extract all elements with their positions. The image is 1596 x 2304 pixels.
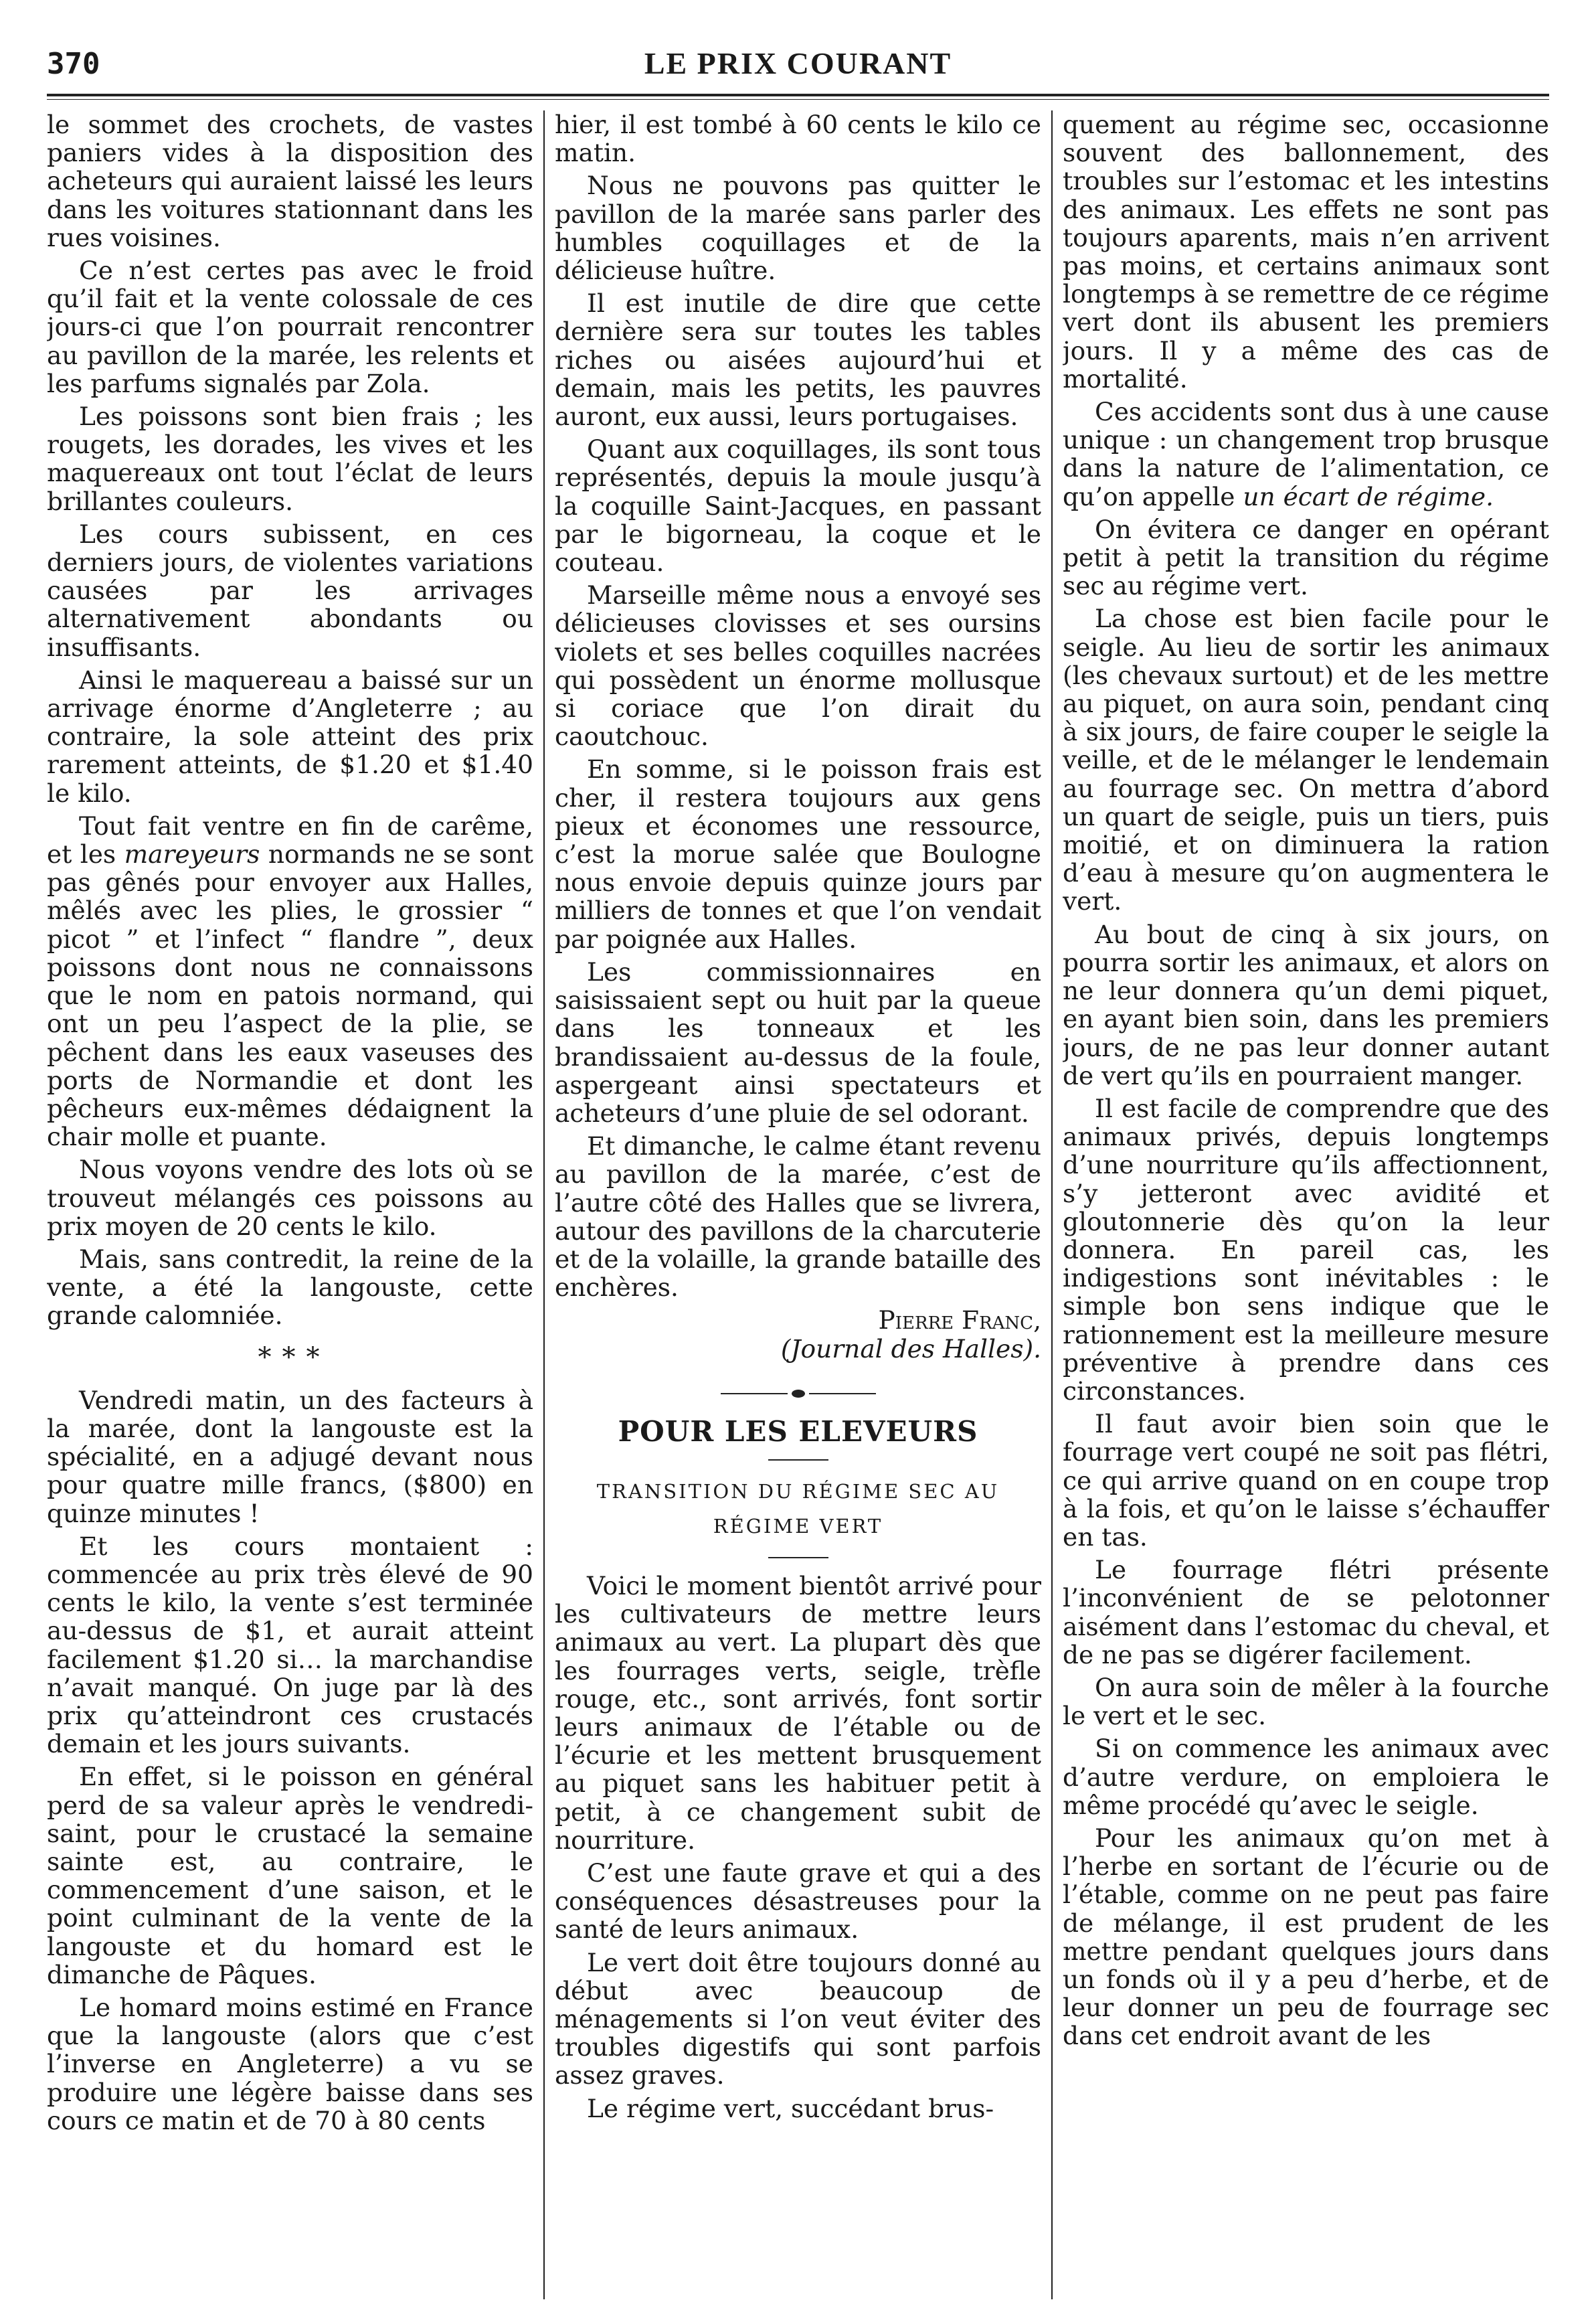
italic-term: mareyeurs bbox=[124, 839, 260, 870]
paragraph: Ce n’est certes pas avec le froid qu’il fait et la vente colossale de ces jours-ci que l’on pourrait rencontrer au pavillon de la marée, les relents et les parfums signalés par Zola. bbox=[47, 256, 533, 398]
paragraph: En somme, si le poisson frais est cher, il restera toujours aux gens pieux et économes une ressource, c’est la morue salée que Boulogne nous envoie depuis quinze jours par milliers de tonnes et que l’on vendait par poignée aux Halles. bbox=[555, 754, 1041, 954]
paragraph: Ainsi le maquereau a baissé sur un arrivage énorme d’Angleterre ; au contraire, la sole atteint des prix rarement atteints, de $1.20 et $1.40 le kilo. bbox=[47, 665, 533, 808]
header-rule bbox=[47, 94, 1549, 100]
title-rule bbox=[768, 1459, 828, 1461]
ornament-dot bbox=[792, 1390, 805, 1398]
text-run: normands ne se sont pas gênés pour envoyer aux Halles, mêlés avec les plies, le grossier “ picot ” et l’infect “ flandre ”, deux poissons dont nous ne connaissons que le nom en patois normand, qui ont un peu l’aspect de la plie, se pêchent dans les eaux vaseuses des ports de Normandie et dont les pêcheurs eux-mêmes dédaignent la chair molle et puante. bbox=[47, 839, 533, 1152]
paragraph: Il est facile de comprendre que des animaux privés, depuis longtemps d’une nourriture qu’ils affectionnent, s’y jetteront avec avidité et gloutonnerie dès qu’on la leur donnera. En pareil cas, les indigestions sont inévitables : le simple bon sens indique que le rationnement est la meilleure mesure préventive à prendre dans ces circonstances. bbox=[1063, 1093, 1549, 1406]
paragraph: quement au régime sec, occasionne souvent des ballonnement, des troubles sur l’estomac et les intestins des animaux. Les effets ne sont pas toujours aparents, mais n’en arrivent pas moins, et certains animaux sont longtemps à se remettre de ce régime vert dont ils abusent les premiers jours. Il y a même des cas de mortalité. bbox=[1063, 110, 1549, 394]
paragraph: hier, il est tombé à 60 cents le kilo ce matin. bbox=[555, 110, 1041, 168]
running-title: LE PRIX COURANT bbox=[644, 46, 952, 80]
column-1 bbox=[47, 110, 533, 2299]
paragraph: On évitera ce danger en opérant petit à petit la transition du régime sec au régime vert. bbox=[1063, 514, 1549, 601]
ornament-line bbox=[721, 1393, 788, 1394]
paragraph: Et les cours montaient : commencée au prix très élevé de 90 cents le kilo, la vente s’est terminée au-dessus de $1, et aurait atteint facilement $1.20 si… la marchandise n’avait manqué. On juge par là des prix qu’atteindront ces crustacés demain et les jours suivants. bbox=[47, 1531, 533, 1759]
paragraph: Si on commence les animaux avec d’autre verdure, on emploiera le même procédé qu’avec le seigle. bbox=[1063, 1734, 1549, 1820]
author-name: Pierre Franc, bbox=[878, 1305, 1041, 1335]
paragraph: Au bout de cinq à six jours, on pourra sortir les animaux, et alors on ne leur donnera qu’un demi piquet, en ayant bien soin, dans les premiers jours, de ne pas leur donner autant de vert qu’ils en pourraient manger. bbox=[1063, 919, 1549, 1090]
asterism-separator: * * * bbox=[258, 1341, 323, 1373]
paragraph: Pour les animaux qu’on met à l’herbe en sortant de l’écurie ou de l’étable, comme on ne peut pas faire de mélange, il est prudent de les mettre pendant quelques jours dans un fonds où il y a peu d’herbe, et de leur donner un peu de fourrage sec dans cet endroit avant de les bbox=[1063, 1823, 1549, 2051]
paragraph: Quant aux coquillages, ils sont tous représentés, depuis la moule jusqu’à la coquille Saint-Jacques, en passant par le bigorneau, la coque et le couteau. bbox=[555, 434, 1041, 578]
page-header bbox=[47, 40, 1549, 87]
article-columns bbox=[47, 110, 1549, 2299]
paragraph: Nous voyons vendre des lots où se trouveut mélangés ces poissons au prix moyen de 20 cents le kilo. bbox=[47, 1155, 533, 1241]
paragraph: Et dimanche, le calme étant revenu au pavillon de la marée, c’est de l’autre côté des Halles que se livrera, autour des pavillons de la charcuterie et de la volaille, la grande bataille des enchères. bbox=[555, 1131, 1041, 1303]
column-2 bbox=[555, 110, 1041, 2299]
subheading-rule bbox=[768, 1557, 828, 1558]
paragraph: Les commissionnaires en saisissaient sept ou huit par la queue dans les tonneaux et les brandissaient au-dessus de la foule, aspergeant ainsi spectateurs et acheteurs d’une pluie de sel odorant. bbox=[555, 957, 1041, 1128]
signature bbox=[555, 1306, 1041, 1362]
page-number: 370 bbox=[47, 47, 100, 81]
paragraph: Mais, sans contredit, la reine de la vente, a été la langouste, cette grande calomniée. bbox=[47, 1244, 533, 1331]
paragraph: Les cours subissent, en ces derniers jours, de violentes variations causées par les arrivages alternativement abondants ou insuffisants. bbox=[47, 519, 533, 662]
text-run: Ces accidents sont dus à une cause unique : un changement trop brusque dans la nature de l’alimentation, ce qu’on appelle bbox=[1063, 397, 1549, 511]
paragraph: Vendredi matin, un des facteurs à la marée, dont la langouste est la spécialité, en a adjugé devant nous pour quatre mille francs, ($800) en quinze minutes ! bbox=[47, 1385, 533, 1528]
column-3 bbox=[1063, 110, 1549, 2299]
paragraph: C’est une faute grave et qui a des conséquences désastreuses pour la santé de leurs animaux. bbox=[555, 1858, 1041, 1945]
column-divider bbox=[543, 110, 545, 2299]
paragraph: Nous ne pouvons pas quitter le pavillon de la marée sans parler des humbles coquillages et de la délicieuse huître. bbox=[555, 171, 1041, 286]
italic-term: un écart de régime. bbox=[1243, 481, 1494, 511]
paragraph: Le régime vert, succédant brus- bbox=[587, 2093, 994, 2123]
paragraph bbox=[1063, 398, 1549, 511]
article-subheading: TRANSITION DU RÉGIME SEC AU RÉGIME VERT bbox=[596, 1479, 1000, 1538]
text-run: Tout fait ventre en fin de carême, et les bbox=[47, 811, 533, 870]
paragraph: On aura soin de mêler à la fourche le vert et le sec. bbox=[1063, 1672, 1549, 1731]
section-ornament bbox=[555, 1390, 1041, 1398]
paragraph: Marseille même nous a envoyé ses délicieuses clovisses et ses oursins violets et ses belles coquilles nacrées qui possèdent un énorme mollusque si coriace que l’on dirait du caoutchouc. bbox=[555, 580, 1041, 752]
paragraph: Le homard moins estimé en France que la langouste (alors que c’est l’inverse en Angleterre) a vu se produire une légère baisse dans ses cours ce matin et de 70 à 80 cents bbox=[47, 1993, 533, 2135]
paragraph: Le fourrage flétri présente l’inconvénient de se pelotonner aisément dans l’estomac du cheval, et de ne pas se digérer facilement. bbox=[1063, 1555, 1549, 1669]
section-title: POUR LES ELEVEURS bbox=[618, 1414, 978, 1448]
paragraph: le sommet des crochets, de vastes paniers vides à la disposition des acheteurs qui auraient laissé les leurs dans les voitures stationnant dans les rues voisines. bbox=[47, 110, 533, 252]
paragraph bbox=[47, 812, 533, 1151]
source-publication: (Journal des Halles). bbox=[780, 1333, 1041, 1364]
paragraph: Il faut avoir bien soin que le fourrage vert coupé ne soit pas flétri, ce qui arrive quand on en coupe trop à la fois, et qu’on le laisse s’échauffer en tas. bbox=[1063, 1409, 1549, 1552]
paragraph: Il est inutile de dire que cette dernière sera sur toutes les tables riches ou aisées aujourd’hui et demain, mais les petits, les pauvres auront, eux aussi, leurs portugaises. bbox=[555, 289, 1041, 432]
paragraph: La chose est bien facile pour le seigle. Au lieu de sortir les animaux (les chevaux surtout) et de les mettre au piquet, on aura soin, pendant cinq à six jours, de faire couper le seigle la veille, et de le mélanger le lendemain au fourrage sec. On mettra d’abord un quart de seigle, puis un tiers, puis moitié, et on diminuera la ration d’eau à mesure qu’on augmentera le vert. bbox=[1063, 604, 1549, 916]
paragraph: Le vert doit être toujours donné au début avec beaucoup de ménagements si l’on veut éviter des troubles digestifs qui sont parfois assez graves. bbox=[555, 1947, 1041, 2090]
ornament-line bbox=[809, 1393, 876, 1394]
column-divider bbox=[1051, 110, 1053, 2299]
paragraph: Les poissons sont bien frais ; les rougets, les dorades, les vives et les maquereaux ont tout l’éclat de leurs brillantes couleurs. bbox=[47, 402, 533, 516]
paragraph: Voici le moment bientôt arrivé pour les cultivateurs de mettre leurs animaux au vert. La plupart dès que les fourrages verts, seigle, trèfle rouge, etc., sont arrivés, font sortir leurs animaux de l’étable ou de l’écurie et les mettent brusquement au piquet sans les habituer petit à petit, à ce changement subit de nourriture. bbox=[555, 1570, 1041, 1855]
paragraph: En effet, si le poisson en général perd de sa valeur après le vendredi-saint, pour le crustacé la semaine sainte est, au contraire, le commencement d’une saison, et le point culminant de la vente de la langouste et du homard est le dimanche de Pâques. bbox=[47, 1762, 533, 1989]
